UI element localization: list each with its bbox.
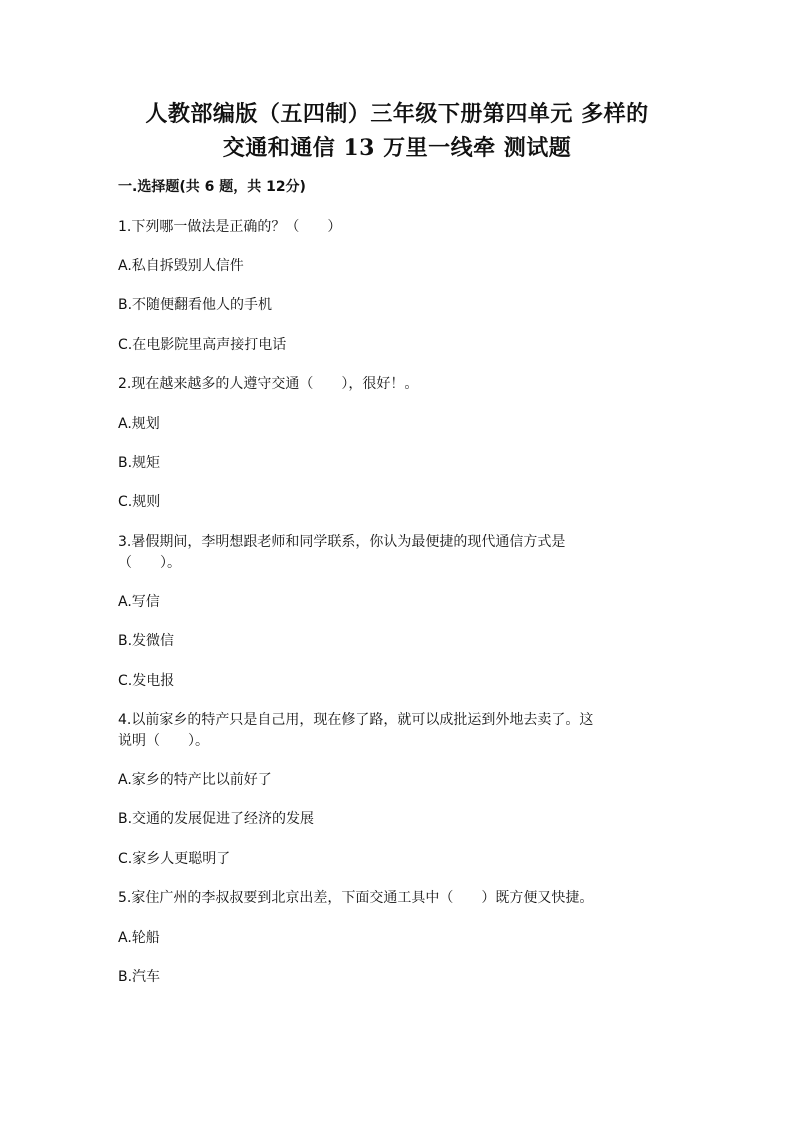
question-4-option-a: A.家乡的特产比以前好了 xyxy=(118,772,272,788)
question-4-option-c: C.家乡人更聪明了 xyxy=(118,851,231,867)
question-5-option-a: A.轮船 xyxy=(118,930,160,946)
question-3-option-a: A.写信 xyxy=(118,594,160,610)
question-2-option-a: A.规划 xyxy=(118,416,160,432)
question-2-stem: 2.现在越来越多的人遵守交通（ ），很好！。 xyxy=(118,376,419,392)
document-title-line-1: 人教部编版（五四制）三年级下册第四单元 多样的 xyxy=(145,101,649,127)
question-1-option-a: A.私自拆毁别人信件 xyxy=(118,258,244,274)
question-4-option-b: B.交通的发展促进了经济的发展 xyxy=(118,811,315,827)
question-3-option-c: C.发电报 xyxy=(118,673,175,689)
question-3-stem-line-1: 3.暑假期间，李明想跟老师和同学联系，你认为最便捷的现代通信方式是 xyxy=(118,534,566,550)
question-1-option-b: B.不随便翻看他人的手机 xyxy=(118,297,273,313)
question-3-stem-line-2: （ ）。 xyxy=(118,555,181,571)
section-heading: 一.选择题(共 6 题，共 12分) xyxy=(118,179,306,195)
question-5-option-b: B.汽车 xyxy=(118,969,161,985)
document-title-line-2: 交通和通信 13 万里一线牵 测试题 xyxy=(222,135,572,161)
question-1-option-c: C.在电影院里高声接打电话 xyxy=(118,337,287,353)
question-4-stem-line-2: 说明（ ）。 xyxy=(118,733,209,749)
question-2-option-b: B.规矩 xyxy=(118,455,161,471)
question-4-stem-line-1: 4.以前家乡的特产只是自己用，现在修了路，就可以成批运到外地去卖了。这 xyxy=(118,712,594,728)
question-3-option-b: B.发微信 xyxy=(118,633,175,649)
question-5-stem: 5.家住广州的李叔叔要到北京出差，下面交通工具中（ ）既方便又快捷。 xyxy=(118,890,594,906)
question-1-stem: 1.下列哪一做法是正确的？（ ） xyxy=(118,219,342,235)
question-2-option-c: C.规则 xyxy=(118,494,161,510)
